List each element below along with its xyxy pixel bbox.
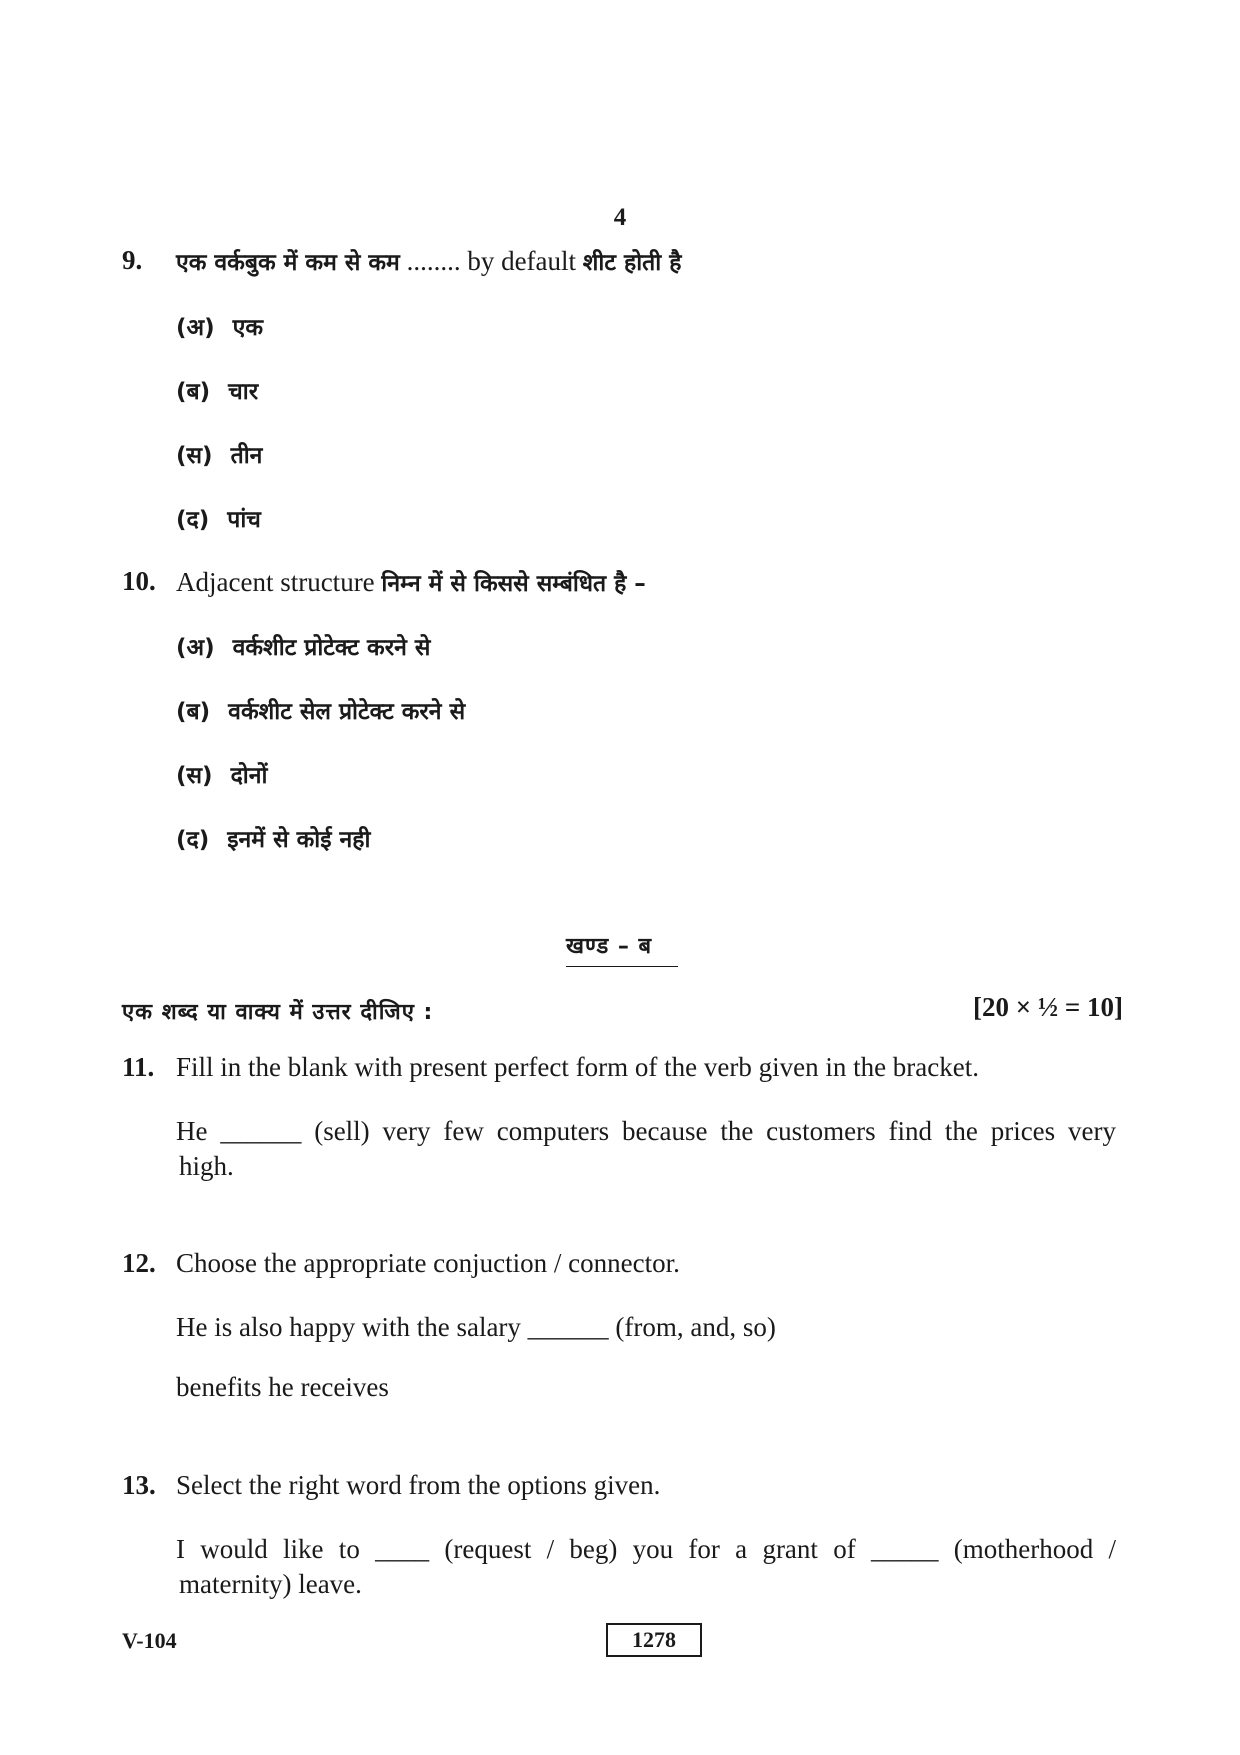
q9-option-a <box>176 310 263 342</box>
q13-number: 13. <box>122 1470 156 1500</box>
q12-sentence-line1: He is also happy with the salary ______ (from, and, so) <box>176 1312 776 1342</box>
option-text: वर्कशीट सेल प्रोटेक्ट करने से <box>228 699 466 725</box>
option-label: (स) <box>176 763 213 789</box>
q11-sentence-line1: He ______ (sell) very few computers because the customers find the prices very <box>176 1116 1116 1146</box>
option-text: पांच <box>227 507 261 533</box>
q13-text: Select the right word from the options given. <box>176 1470 661 1500</box>
q12-number: 12. <box>122 1248 156 1278</box>
q10-option-d <box>176 822 370 854</box>
option-text: वर्कशीट प्रोटेक्ट करने से <box>232 635 431 661</box>
q13-sentence-line2: maternity) leave. <box>179 1569 362 1599</box>
q9-text <box>176 245 681 277</box>
q11-number: 11. <box>122 1052 155 1082</box>
option-label: (ब) <box>176 699 211 725</box>
page-number: 4 <box>613 204 627 231</box>
option-label: (द) <box>176 827 210 853</box>
q10-option-c <box>176 758 267 790</box>
q10-text <box>176 566 646 598</box>
option-text: तीन <box>230 443 263 469</box>
q13-sentence-line1: I would like to ____ (request / beg) you for a grant of _____ (motherhood / <box>176 1534 1116 1564</box>
option-text: दोनों <box>230 763 268 789</box>
q10-number: 10. <box>122 566 156 596</box>
option-text: चार <box>228 379 259 405</box>
q11-sentence-line2: high. <box>179 1151 234 1181</box>
section-title: खण्ड – ब <box>566 930 678 967</box>
q12-sentence-line2: benefits he receives <box>176 1372 389 1402</box>
section-marks: [20 × ½ = 10] <box>972 992 1123 1022</box>
q9-option-d <box>176 502 261 534</box>
q9-text-hi-1: एक वर्कबुक में कम से कम <box>176 250 400 276</box>
option-label: (स) <box>176 443 213 469</box>
q9-text-en: ........ by default <box>399 246 583 276</box>
option-label: (अ) <box>176 315 215 341</box>
option-label: (द) <box>176 507 210 533</box>
q10-text-hi: निम्न में से किससे सम्बंधित है – <box>381 571 646 597</box>
q9-option-b <box>176 374 258 406</box>
q10-text-en: Adjacent structure <box>176 567 382 597</box>
paper-code: V-104 <box>122 1628 177 1653</box>
q12-text: Choose the appropriate conjuction / connector. <box>176 1248 680 1278</box>
option-label: (अ) <box>176 635 215 661</box>
q10-option-a <box>176 630 430 662</box>
option-text: एक <box>232 315 263 341</box>
page-code-box: 1278 <box>606 1623 702 1657</box>
q11-text: Fill in the blank with present perfect form of the verb given in the bracket. <box>176 1052 979 1082</box>
section-instruction: एक शब्द या वाक्य में उत्तर दीजिए : <box>122 1000 434 1025</box>
q9-number: 9. <box>122 245 143 275</box>
q9-option-c <box>176 438 262 470</box>
option-text: इनमें से कोई नही <box>227 827 371 853</box>
q10-option-b <box>176 694 465 726</box>
q9-text-hi-2: शीट होती है <box>582 250 682 276</box>
option-label: (ब) <box>176 379 211 405</box>
